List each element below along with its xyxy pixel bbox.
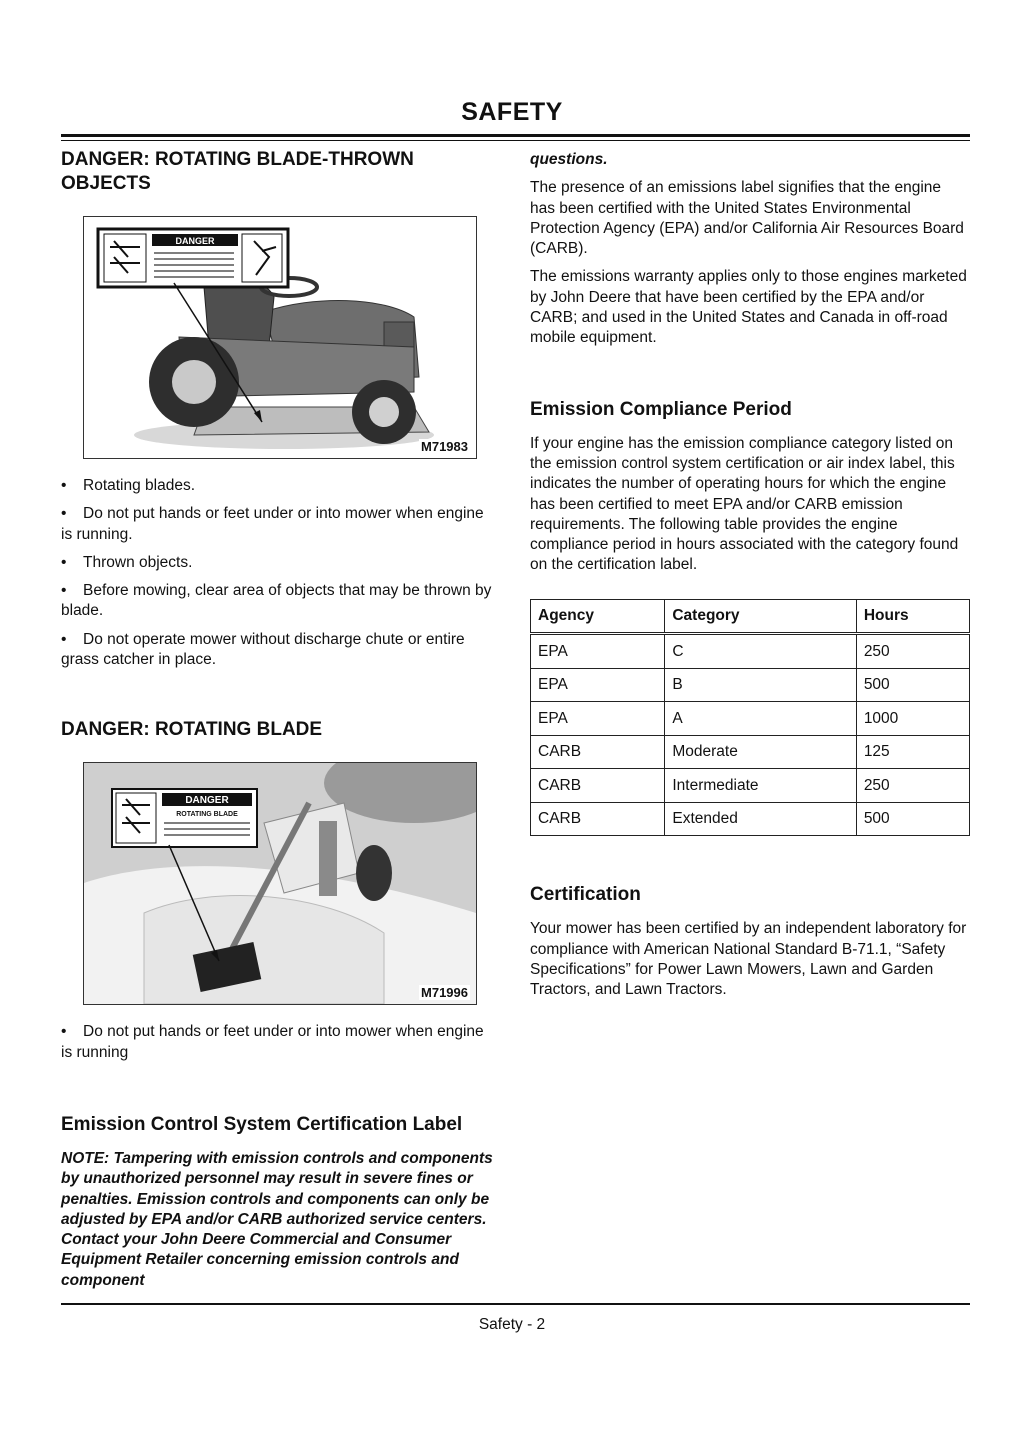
section-heading-certification: Certification — [530, 884, 641, 906]
table-cell: CARB — [531, 735, 665, 769]
table-cell: Extended — [665, 802, 856, 836]
table-cell: EPA — [531, 702, 665, 736]
figure-code: M71983 — [421, 439, 468, 454]
column-header-hours: Hours — [856, 599, 969, 634]
page-title: SAFETY — [461, 98, 563, 126]
column-header-category: Category — [665, 599, 856, 634]
table-cell: 500 — [856, 668, 969, 702]
table-cell: A — [665, 702, 856, 736]
figure-code: M71996 — [421, 985, 468, 1001]
section-heading-rotating-blade: DANGER: ROTATING BLADE — [61, 719, 323, 741]
right-column — [530, 148, 970, 1000]
blade-figure — [83, 762, 477, 1005]
table-row — [531, 668, 970, 702]
bullet-item: • Do not put hands or feet under or into mower when engine is running. — [61, 505, 484, 543]
compliance-paragraph: If your engine has the emission compliance category listed on the emission control system certification or air index label, this indicates the number of operating hours for which the engine has been certified to meet EPA and/or CARB emission requirements. The following table provides the engine compliance period in hours associated with the category found on the certification label. — [530, 434, 959, 574]
table-cell: CARB — [531, 769, 665, 803]
tampering-note: NOTE: Tampering with emission controls and components by unauthorized personnel may result in severe fines or penalties. Emission controls and components can only be adjusted by EPA and/or CARB authorized service centers. Contact your John Deere Commercial and Consumer Equipment Retailer concerning emission controls and component — [61, 1149, 493, 1289]
table-cell: 1000 — [856, 702, 969, 736]
decal-title: DANGER — [175, 236, 215, 246]
header-rule — [61, 134, 970, 137]
section-heading-emission-label: Emission Control System Certification Label — [61, 1113, 463, 1135]
footer-rule — [61, 1303, 970, 1305]
bullet-item: • Rotating blades. — [61, 477, 196, 494]
table-row — [531, 802, 970, 836]
bullet-item: • Thrown objects. — [61, 553, 193, 571]
table-cell: Intermediate — [665, 769, 856, 803]
section-heading-compliance-period: Emission Compliance Period — [530, 398, 792, 420]
decal-title: DANGER — [185, 795, 229, 807]
section-heading-thrown-objects: DANGER: ROTATING BLADE-THROWN OBJECTS — [61, 149, 414, 194]
left-column — [61, 148, 497, 1291]
bullet-item: • Do not put hands or feet under or into mower when engine is running — [61, 1023, 484, 1061]
column-header-agency: Agency — [531, 599, 665, 634]
table-cell: EPA — [531, 668, 665, 702]
compliance-table — [530, 599, 970, 837]
certification-paragraph: Your mower has been certified by an independent laboratory for compliance with American National Standard B-71.1, “Safety Specifications” for Power Lawn Mowers, Lawn and Garden Tractors, and Lawn Tractors. — [530, 920, 967, 999]
table-cell: 250 — [856, 769, 969, 803]
bullet-list-rotating-blade — [61, 1022, 497, 1063]
table-row — [531, 702, 970, 736]
page-footer: Safety - 2 — [478, 1316, 546, 1333]
table-row — [531, 769, 970, 803]
table-cell: 250 — [856, 634, 969, 669]
tractor-figure — [83, 216, 477, 459]
tampering-note-continued: questions. — [530, 151, 608, 168]
table-cell: CARB — [531, 802, 665, 836]
blade-illustration — [84, 763, 476, 1004]
table-cell: Moderate — [665, 735, 856, 769]
table-cell: B — [665, 668, 856, 702]
bullet-list-thrown-objects — [61, 476, 497, 670]
table-row — [531, 735, 970, 769]
table-cell: C — [665, 634, 856, 669]
emissions-label-paragraph: The presence of an emissions label signifies that the engine has been certified with the United States Environmental Protection Agency (EPA) and/or California Air Resources Board (CARB). — [530, 179, 964, 258]
table-cell: 125 — [856, 735, 969, 769]
bullet-item: • Before mowing, clear area of objects that may be thrown by blade. — [61, 582, 492, 620]
bullet-item: • Do not operate mower without discharge chute or entire grass catcher in place. — [61, 630, 465, 669]
table-cell: 500 — [856, 802, 969, 836]
table-cell: EPA — [531, 634, 665, 669]
tractor-illustration — [84, 217, 476, 458]
table-row — [531, 634, 970, 669]
header-rule-thin — [61, 140, 970, 141]
decal-subtitle: ROTATING BLADE — [176, 811, 238, 819]
emissions-warranty-paragraph: The emissions warranty applies only to those engines marketed by John Deere that have been certified by the EPA and/or CARB; and used in the United States and Canada in off-road mobile equipment. — [530, 268, 967, 347]
table-header-row — [531, 599, 970, 634]
